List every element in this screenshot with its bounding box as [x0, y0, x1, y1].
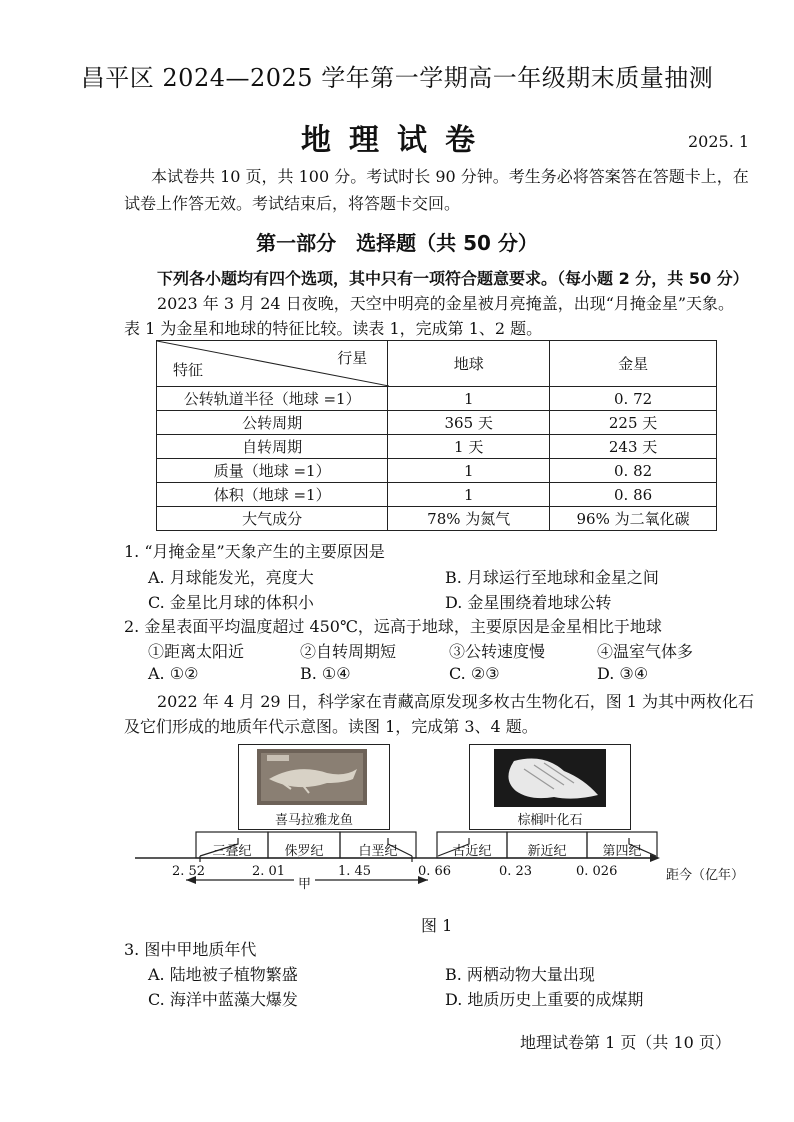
row-earth: 1	[388, 459, 550, 483]
section-title: 第一部分 选择题（共 50 分）	[256, 231, 538, 255]
row-earth: 1	[388, 483, 550, 507]
q3-option-b[interactable]: B. 两栖动物大量出现	[445, 965, 595, 984]
col-header-earth: 地球	[388, 341, 550, 387]
row-venus: 243 天	[550, 435, 717, 459]
subject-title: 地理试卷	[301, 123, 493, 158]
q1-option-c[interactable]: C. 金星比月球的体积小	[148, 593, 314, 612]
palm-leaf-fossil-image	[494, 749, 606, 807]
q3-option-a[interactable]: A. 陆地被子植物繁盛	[148, 965, 298, 984]
corner-top-label: 行星	[337, 349, 368, 367]
table-row	[157, 411, 717, 435]
fossil1-label: 喜马拉雅龙鱼	[274, 813, 353, 828]
passage1-line-1: 2023 年 3 月 24 日夜晚，天空中明亮的金星被月亮掩盖，出现“月掩金星”天象。	[157, 294, 735, 313]
fossil2-box	[469, 744, 631, 830]
period-triassic: 三叠纪	[212, 844, 252, 859]
passage1-line-2: 表 1 为金星和地球的特征比较。读表 1，完成第 1、2 题。	[124, 319, 543, 338]
page-footer: 地理试卷第 1 页（共 10 页）	[520, 1033, 731, 1052]
fish-fossil-image	[257, 749, 367, 805]
row-earth: 1	[388, 387, 550, 411]
q2-option-b[interactable]: B. ①④	[300, 664, 351, 683]
row-earth: 1 天	[388, 435, 550, 459]
tick-label: 2. 01	[252, 864, 286, 879]
row-venus: 225 天	[550, 411, 717, 435]
row-feature: 体积（地球 =1）	[157, 483, 388, 507]
figure-caption: 图 1	[421, 916, 453, 935]
fossil1-box	[238, 744, 390, 830]
q1-option-a[interactable]: A. 月球能发光，亮度大	[148, 568, 314, 587]
q2-choice-3: ③公转速度慢	[449, 642, 546, 661]
q2-option-d[interactable]: D. ③④	[597, 664, 649, 683]
q3-stem: 3. 图中甲地质年代	[124, 940, 257, 959]
feature-table	[156, 340, 717, 531]
table-row	[157, 459, 717, 483]
q1-option-d[interactable]: D. 金星围绕着地球公转	[445, 593, 612, 612]
q2-choice-1: ①距离太阳近	[148, 642, 245, 661]
corner-bottom-label: 特征	[173, 361, 204, 379]
tick-label: 2. 52	[172, 864, 206, 879]
period-neogene: 新近纪	[527, 844, 567, 859]
period-paleogene: 古近纪	[452, 844, 492, 859]
period-quaternary: 第四纪	[602, 844, 642, 859]
period-cretaceous: 白垩纪	[358, 844, 398, 859]
q2-option-c[interactable]: C. ②③	[449, 664, 500, 683]
span-label: 甲	[294, 873, 315, 892]
q3-option-d[interactable]: D. 地质历史上重要的成煤期	[445, 990, 644, 1009]
table-corner-cell	[157, 341, 388, 387]
table-row	[157, 507, 717, 531]
exam-title: 昌平区 2024—2025 学年第一学期高一年级期末质量抽测	[80, 64, 714, 92]
tick-label: 0. 026	[576, 864, 618, 879]
row-feature: 自转周期	[157, 435, 388, 459]
row-earth: 365 天	[388, 411, 550, 435]
row-feature: 公转周期	[157, 411, 388, 435]
row-venus: 0. 86	[550, 483, 717, 507]
intro-line-1: 本试卷共 10 页，共 100 分。考试时长 90 分钟。考生务必将答案答在答题卡上，在	[151, 167, 749, 186]
section-instruction: 下列各小题均有四个选项，其中只有一项符合题意要求。（每小题 2 分，共 50 分）	[157, 269, 749, 288]
row-venus: 0. 82	[550, 459, 717, 483]
period-jurassic: 侏罗纪	[284, 844, 324, 859]
q2-stem: 2. 金星表面平均温度超过 450℃，远高于地球，主要原因是金星相比于地球	[124, 617, 662, 636]
tick-label: 0. 66	[418, 864, 452, 879]
table-header-row	[157, 341, 717, 387]
table-row	[157, 387, 717, 411]
exam-date: 2025. 1	[688, 132, 750, 151]
row-feature: 大气成分	[157, 507, 388, 531]
row-earth: 78% 为氮气	[388, 507, 550, 531]
q1-option-b[interactable]: B. 月球运行至地球和金星之间	[445, 568, 659, 587]
tick-label: 0. 23	[499, 864, 533, 879]
row-venus: 0. 72	[550, 387, 717, 411]
row-feature: 质量（地球 =1）	[157, 459, 388, 483]
axis-unit-label: 距今（亿年）	[666, 868, 745, 883]
table-row	[157, 483, 717, 507]
tick-label: 1. 45	[338, 864, 372, 879]
intro-line-2: 试卷上作答无效。考试结束后，将答题卡交回。	[124, 194, 461, 213]
row-feature: 公转轨道半径（地球 =1）	[157, 387, 388, 411]
q2-option-a[interactable]: A. ①②	[148, 664, 199, 683]
col-header-venus: 金星	[550, 341, 717, 387]
q2-choice-4: ④温室气体多	[597, 642, 694, 661]
q2-choice-2: ②自转周期短	[300, 642, 397, 661]
row-venus: 96% 为二氧化碳	[550, 507, 717, 531]
passage2-line-2: 及它们形成的地质年代示意图。读图 1，完成第 3、4 题。	[124, 717, 538, 736]
q3-option-c[interactable]: C. 海洋中蓝藻大爆发	[148, 990, 298, 1009]
table-row	[157, 435, 717, 459]
q1-stem: 1. “月掩金星”天象产生的主要原因是	[124, 542, 385, 561]
fossil2-label: 棕榈叶化石	[517, 813, 583, 828]
passage2-line-1: 2022 年 4 月 29 日，科学家在青藏高原发现多枚古生物化石，图 1 为其中两枚化石	[157, 692, 755, 711]
